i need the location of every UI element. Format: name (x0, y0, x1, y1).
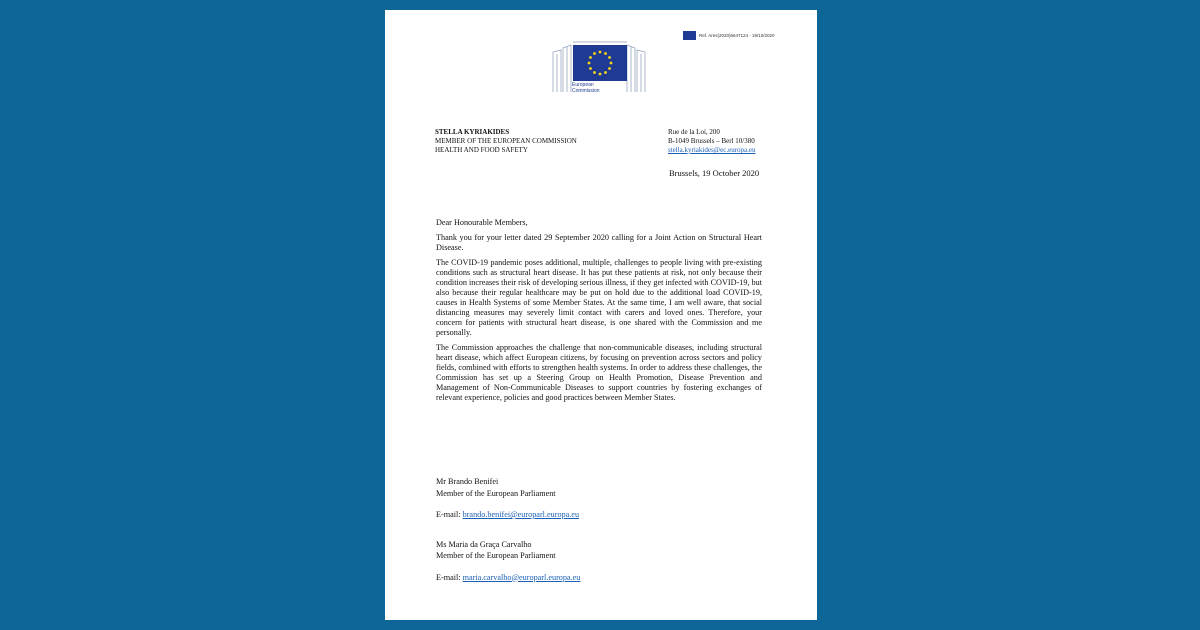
european-commission-logo (551, 32, 649, 110)
recipients-block (436, 476, 736, 601)
sender-title: MEMBER OF THE EUROPEAN COMMISSION (435, 137, 577, 145)
address-block (668, 128, 756, 155)
letter-page (385, 10, 817, 620)
eu-star-icon (599, 51, 602, 54)
sender-email-link[interactable]: stella.kyriakides@ec.europa.eu (668, 146, 756, 154)
recipient-role: Member of the European Parliament (436, 488, 556, 498)
paragraph-1: Thank you for your letter dated 29 September 2020 calling for a Joint Action on Structural Heart Disease. (436, 233, 762, 252)
logo-line2: Commission (572, 88, 600, 94)
eu-star-icon (608, 56, 611, 59)
letter-body (436, 218, 762, 408)
eu-star-icon (599, 73, 602, 76)
salutation: Dear Honourable Members, (436, 218, 528, 227)
email-label: E-mail: (436, 572, 461, 582)
recipient (436, 476, 736, 521)
eu-star-icon (610, 62, 613, 65)
eu-star-icon (593, 71, 596, 74)
recipient (436, 539, 736, 584)
sender-block (435, 128, 577, 155)
recipient-email-line (436, 572, 736, 584)
eu-star-icon (589, 56, 592, 59)
eu-star-icon (589, 67, 592, 70)
reference-number: Ref. Ares(2020)6647124 - 19/10/2020 (699, 33, 775, 38)
eu-star-icon (604, 71, 607, 74)
address-street: Rue de la Loi, 200 (668, 128, 720, 136)
recipient-role: Member of the European Parliament (436, 551, 556, 560)
logo-text (572, 82, 628, 94)
eu-flag-small-icon (683, 31, 696, 40)
recipient-email-line (436, 509, 736, 521)
eu-star-icon (588, 62, 591, 65)
eu-star-icon (608, 67, 611, 70)
logo-line1: European (572, 82, 594, 88)
sender-name: STELLA KYRIAKIDES (435, 128, 510, 136)
email-label: E-mail: (436, 510, 461, 519)
recipient-name: Ms Maria da Graça Carvalho (436, 539, 532, 549)
recipient-email-link[interactable]: maria.carvalho@europarl.europa.eu (462, 572, 581, 582)
paragraph-3: The Commission approaches the challenge that non-communicable diseases, including structural heart disease, which affect European citizens, by focusing on prevention across sectors and policy fields, combined with efforts to strengthen health systems. In order to address these challenges, the Commission has set up a Steering Group on Health Promotion, Disease Prevention and Management of Non-Communicable Diseases to support countries by fostering exchanges of relevant experience, policies and good practices between Member States. (436, 343, 762, 402)
recipient-email-link[interactable]: brando.benifei@europarl.europa.eu (462, 510, 580, 519)
sender-portfolio: HEALTH AND FOOD SAFETY (435, 146, 528, 154)
recipient-name: Mr Brando Benifei (436, 477, 499, 486)
paragraph-2: The COVID-19 pandemic poses additional, multiple, challenges to people living with pre-existing conditions such as structural heart disease. It has put these patients at risk, not only because their condition increases their risk of developing serious illness, if they get infected with COVID-19, but also because their regular healthcare may be put on hold due to the additional load COVID-19, causes in Health Systems of some Member States. At the same time, I am well aware, that social distancing measures may severely limit contact with carers and loved ones. Therefore, your concern for patients with structural heart disease, is one shared with the Commission and me personally. (436, 258, 762, 337)
address-city: B-1049 Brussels – Berl 10/380 (668, 137, 755, 145)
eu-star-icon (593, 52, 596, 55)
eu-star-icon (604, 52, 607, 55)
letter-date: Brussels, 19 October 2020 (669, 168, 760, 178)
